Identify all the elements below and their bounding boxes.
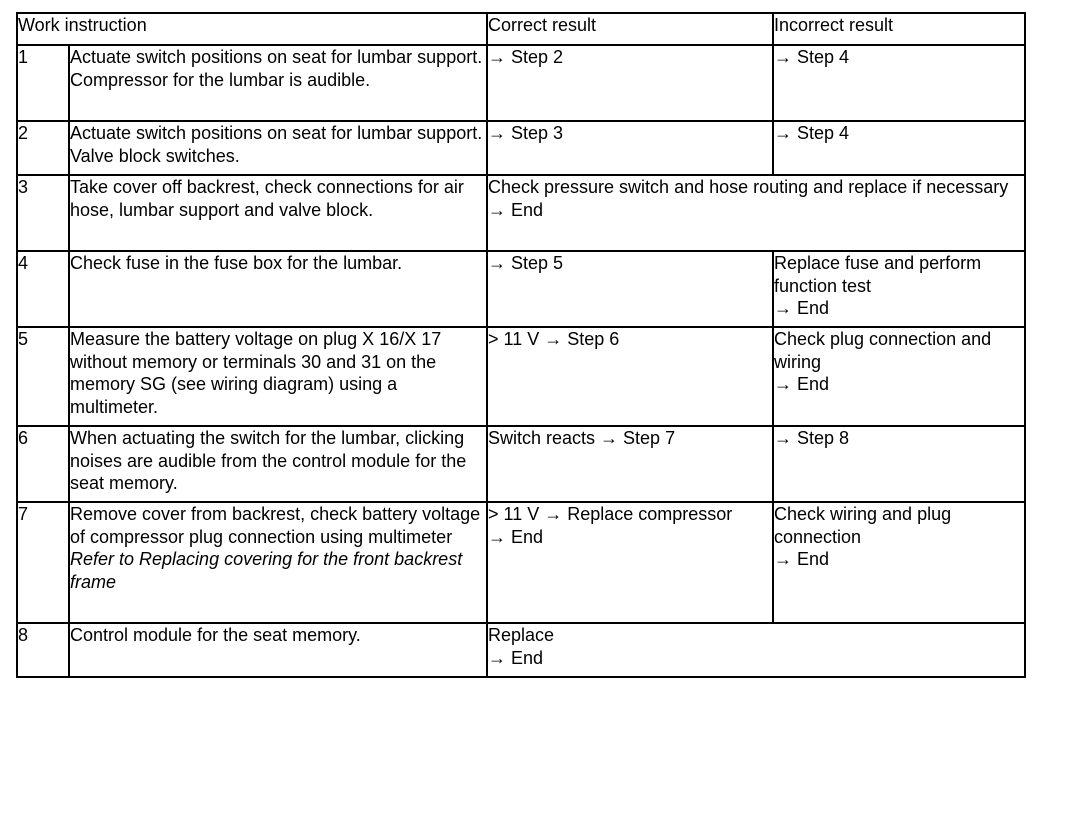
result-end: → End xyxy=(488,199,544,220)
step-instruction: Actuate switch positions on seat for lumbar support. Valve block switches. xyxy=(69,121,487,175)
step-number: 7 xyxy=(17,502,69,623)
combined-result xyxy=(487,623,1025,677)
step-number: 8 xyxy=(17,623,69,677)
incorrect-result xyxy=(773,251,1025,327)
correct-result: Switch reacts → Step 7 xyxy=(487,426,773,502)
incorrect-result-text: Replace fuse and perform function test xyxy=(774,253,982,296)
table-row xyxy=(17,45,1025,121)
header-row xyxy=(17,13,1025,45)
incorrect-result: → Step 4 xyxy=(773,121,1025,175)
step-instruction: Control module for the seat memory. xyxy=(69,623,487,677)
step-instruction: Measure the battery voltage on plug X 16/X 17 without memory or terminals 30 and 31 on the memory SG (see wiring diagram) using a multimeter. xyxy=(69,327,487,426)
reference-link-text: Refer to Replacing covering for the front backrest frame xyxy=(70,549,463,592)
incorrect-result-end: → End xyxy=(774,549,830,569)
correct-result: > 11 V → Step 6 xyxy=(487,327,773,426)
incorrect-result: → Step 8 xyxy=(773,426,1025,502)
correct-result xyxy=(487,502,773,623)
step-instruction: Take cover off backrest, check connections for air hose, lumbar support and valve block. xyxy=(69,175,487,251)
table-row xyxy=(17,502,1025,623)
result-text: Check pressure switch and hose routing and replace if necessary xyxy=(488,177,1009,197)
work-instruction-table xyxy=(16,12,1026,678)
correct-result: → Step 2 xyxy=(487,45,773,121)
step-number: 5 xyxy=(17,327,69,426)
step-instruction: When actuating the switch for the lumbar, clicking noises are audible from the control module for the seat memory. xyxy=(69,426,487,502)
header-incorrect-result: Incorrect result xyxy=(773,13,1025,45)
table-row xyxy=(17,327,1025,426)
step-instruction: Actuate switch positions on seat for lumbar support. Compressor for the lumbar is audible. xyxy=(69,45,487,121)
header-correct-result: Correct result xyxy=(487,13,773,45)
step-number: 1 xyxy=(17,45,69,121)
step-instruction xyxy=(69,502,487,623)
header-work-instruction: Work instruction xyxy=(17,13,487,45)
step-number: 2 xyxy=(17,121,69,175)
incorrect-result-text: Check plug connection and wiring xyxy=(774,329,992,372)
correct-result-text: > 11 V → Replace compressor xyxy=(488,504,733,524)
table-row xyxy=(17,623,1025,677)
table-row xyxy=(17,251,1025,327)
result-text: Replace xyxy=(488,625,555,645)
table-row xyxy=(17,121,1025,175)
incorrect-result-text: Check wiring and plug connection xyxy=(774,504,952,547)
table-row xyxy=(17,426,1025,502)
step-instruction: Check fuse in the fuse box for the lumbar. xyxy=(69,251,487,327)
correct-result: → Step 5 xyxy=(487,251,773,327)
incorrect-result: → Step 4 xyxy=(773,45,1025,121)
step-number: 3 xyxy=(17,175,69,251)
incorrect-result xyxy=(773,327,1025,426)
result-end: → End xyxy=(488,647,544,668)
step-number: 4 xyxy=(17,251,69,327)
incorrect-result-end: → End xyxy=(774,298,830,318)
correct-result: → Step 3 xyxy=(487,121,773,175)
step-number: 6 xyxy=(17,426,69,502)
incorrect-result-end: → End xyxy=(774,374,830,394)
correct-result-end: → End xyxy=(488,526,544,547)
table-row xyxy=(17,175,1025,251)
combined-result xyxy=(487,175,1025,251)
step-instruction-text: Remove cover from backrest, check battery voltage of compressor plug connection using multimeter xyxy=(70,504,481,547)
incorrect-result xyxy=(773,502,1025,623)
